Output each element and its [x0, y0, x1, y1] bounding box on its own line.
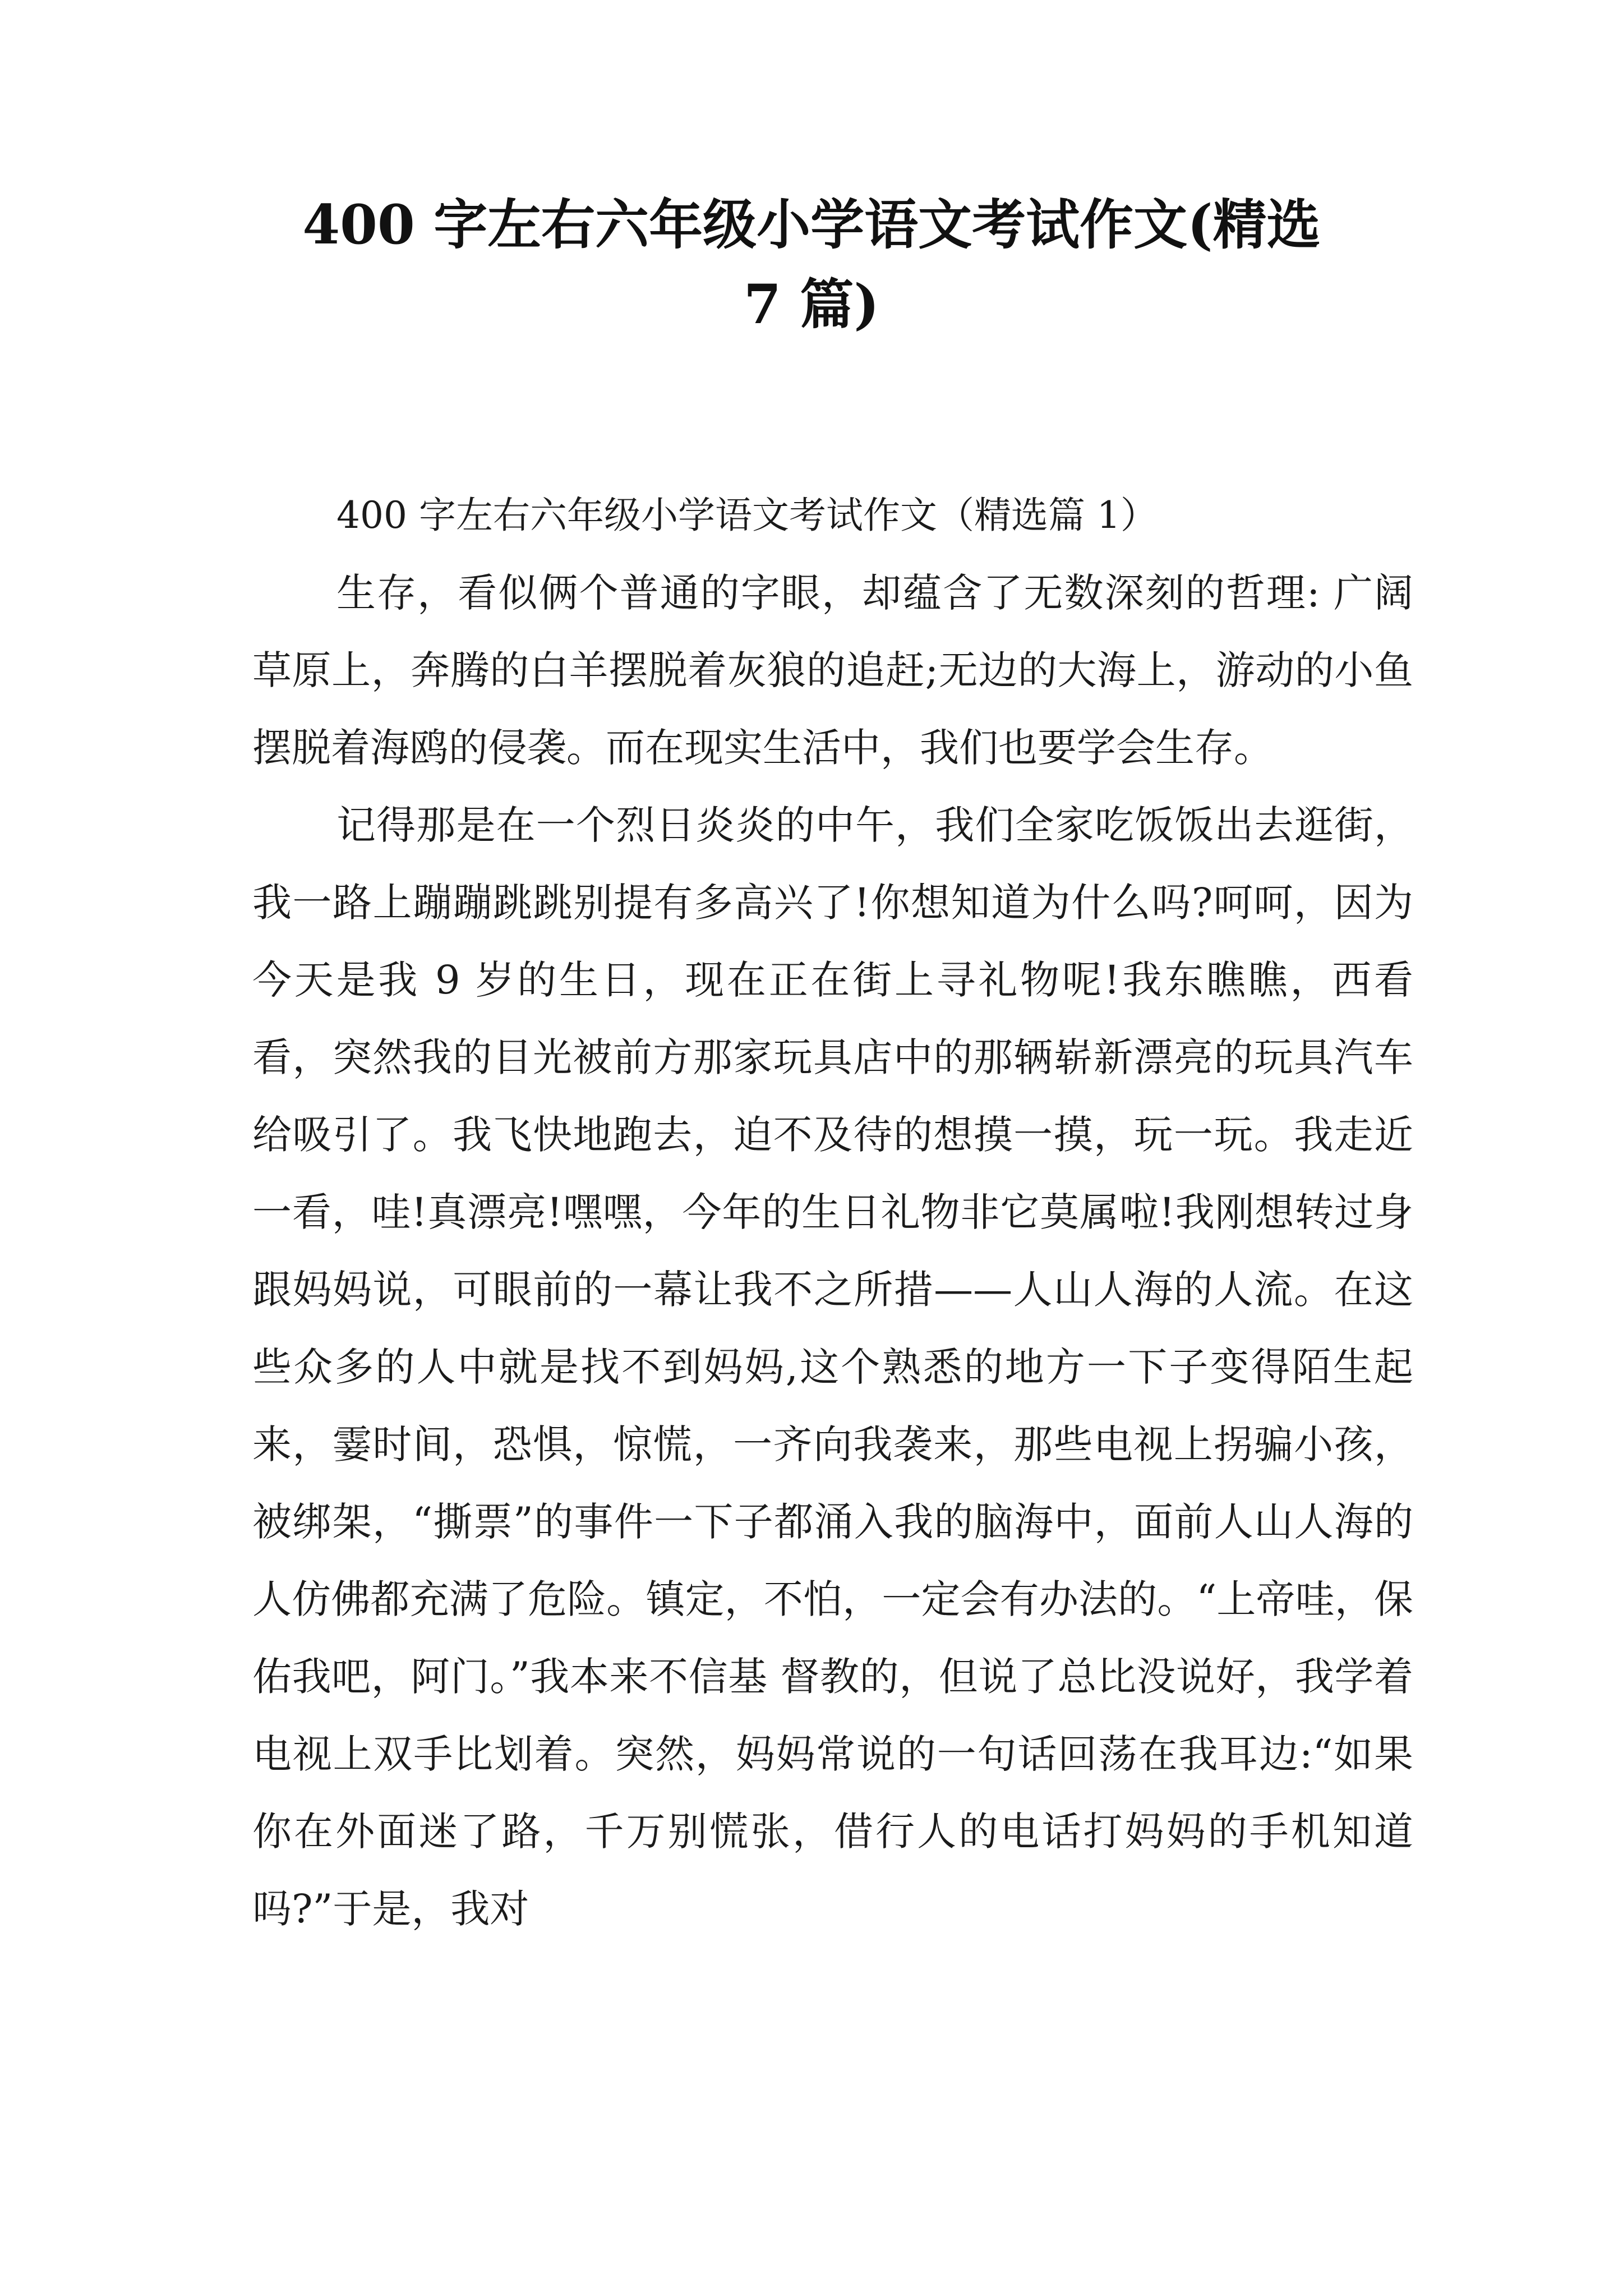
title-line-1: 400 字左右六年级小学语文考试作文(精选: [302, 193, 1321, 256]
title-line-2: 7 篇): [744, 273, 879, 336]
paragraph-1: 生存，看似俩个普通的字眼，却蕴含了无数深刻的哲理: 广阔草原上，奔腾的白羊摆脱着灰狼的追赶;无边的大海上，游动的小鱼摆脱着海鸥的侵袭。而在现实生活中，我们也要学会生存。: [252, 570, 1413, 771]
document-body: [252, 477, 1413, 1948]
section-heading: 400 字左右六年级小学语文考试作文（精选篇 1）: [336, 494, 1158, 537]
paragraph-2: 记得那是在一个烈日炎炎的中午，我们全家吃饭饭出去逛街，我一路上蹦蹦跳跳别提有多高兴了!你想知道为什么吗?呵呵，因为今天是我 9 岁的生日，现在正在街上寻礼物呢!我东瞧瞧，西看看，突然我的目光被前方那家玩具店中的那辆崭新漂亮的玩具汽车给吸引了。我飞快地跑去，迫不及待的想摸一摸，玩一玩。我走近一看，哇!真漂亮!嘿嘿，今年的生日礼物非它莫属啦!我刚想转过身跟妈妈说，可眼前的一幕让我不之所措——人山人海的人流。在这些众多的人中就是找不到妈妈,这个熟悉的地方一下子变得陌生起来，霎时间，恐惧，惊慌，一齐向我袭来，那些电视上拐骗小孩，被绑架，“撕票”的事件一下子都涌入我的脑海中，面前人山人海的人仿佛都充满了危险。镇定，不怕，一定会有办法的。“上帝哇，保佑我吧，阿门。”我本来不信基 督教的，但说了总比没说好，我学着电视上双手比划着。突然，妈妈常说的一句话回荡在我耳边:“如果你在外面迷了路，千万别慌张，借行人的电话打妈妈的手机知道吗?”于是，我对: [252, 802, 1413, 1932]
document-title: [213, 185, 1410, 344]
